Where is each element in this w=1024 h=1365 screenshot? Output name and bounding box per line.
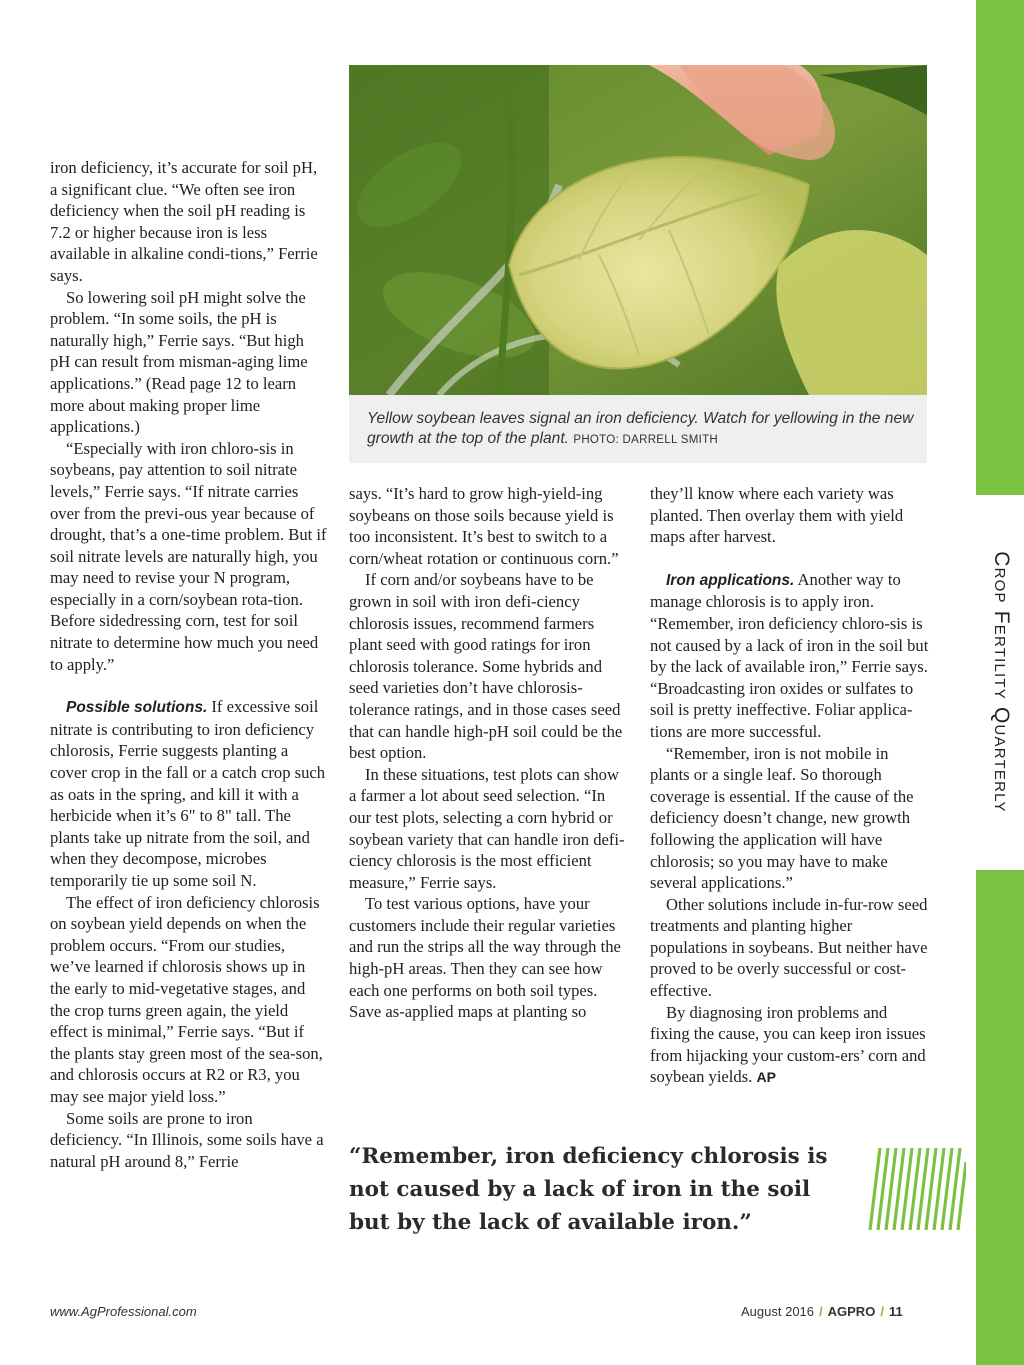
- paragraph: To test various options, have your customers include their regular varieties and run the strips all the way through the high-pH areas. Then they can see how each one performs on both soil types. Save as-applied maps at planting so: [349, 894, 621, 1022]
- end-mark: AP: [756, 1069, 776, 1086]
- paragraph-text: By diagnosing iron problems and fixing the cause, you can keep iron issues from hijacking your custom-ers’ corn and soybean yields.: [650, 1002, 926, 1087]
- caption-text: Yellow soybean leaves signal an iron deficiency. Watch for yellowing in the new growth at the top of the plant.: [367, 410, 914, 447]
- photo-illustration: [349, 65, 927, 395]
- paragraph: The effect of iron deficiency chlorosis on soybean yield depends on when the problem occurs. “From our studies, we’ve learned if chlorosis shows up in the early to mid-vegetative stages, and the crop turns green again, the yield effect is minimal,” Ferrie says. “But if the plants stay green most of the sea-son, and chlorosis occurs at R2 or R3, you may see major yield loss.”: [50, 892, 323, 1106]
- subheading: Iron applications.: [666, 571, 795, 589]
- paragraph: So lowering soil pH might solve the problem. “In some soils, the pH is naturally high,” Ferrie says. “But high pH can result from misman-aging lime applications.” (Read page 12 to learn more about making proper lime applications.): [50, 287, 308, 437]
- paragraph: Other solutions include in-fur-row seed treatments and planting higher populations in soybeans. But neither have proved to be overly successful or cost-effective.: [650, 894, 928, 1001]
- pull-quote: “Remember, iron deficiency chlorosis is not caused by a lack of iron in the soil but by the lack of available iron.”: [349, 1144, 828, 1235]
- paragraph: they’ll know where each variety was planted. Then overlay them with yield maps after harvest.: [650, 484, 904, 547]
- footer-date: August 2016: [741, 1304, 815, 1319]
- paragraph: iron deficiency, it’s accurate for soil pH, a significant clue. “We often see iron deficiency when the soil pH reading is 7.2 or higher because iron is less available in alkaline condi-tions,” Ferrie says.: [50, 158, 318, 285]
- footer-folio: [741, 1304, 903, 1319]
- subheading: Possible solutions.: [66, 699, 208, 717]
- photo-caption: [367, 409, 917, 450]
- section-label: Crop Fertility Quarterly: [990, 551, 1013, 813]
- paragraph-possible-solutions: [50, 696, 328, 891]
- article-column-1: [50, 157, 328, 1172]
- sidebar-accent-top: [976, 0, 1024, 495]
- paragraph: says. “It’s hard to grow high-yield-ing soybeans on those soils because yield is too inconsistent. It’s best to switch to a corn/wheat rotation or continuous corn.”: [349, 484, 619, 568]
- photo-caption-box: [349, 395, 927, 463]
- footer-website: www.AgProfessional.com: [50, 1304, 197, 1319]
- paragraph: “Remember, iron is not mobile in plants or a single leaf. So thorough coverage is essential. If the cause of the deficiency doesn’t change, new growth following the application will have chlorosis; so you may have to make several applications.”: [650, 743, 914, 893]
- separator: /: [819, 1304, 823, 1319]
- soybean-leaf-photo: [349, 65, 927, 395]
- footer-brand: AGPRO: [827, 1304, 876, 1319]
- photo-credit: PHOTO: DARRELL SMITH: [573, 434, 719, 446]
- sidebar-accent-bottom: [976, 870, 1024, 1365]
- paragraph-text: If excessive soil nitrate is contributing to iron deficiency chlorosis, Ferrie suggests planting a cover crop in the fall or a catch crop such as oats in the spring, and kill it with a herbicide when it’s 6" to 8" tall. The plants take up nitrate from the soil, and when they decompose, microbes temporarily tie up some soil N.: [50, 697, 326, 890]
- paragraph: [650, 1002, 930, 1089]
- paragraph-iron-applications: [650, 569, 930, 743]
- paragraph: “Especially with iron chloro-sis in soybeans, pay attention to soil nitrate levels,” Ferrie says. “If nitrate carries over from the previ-ous year because of drought, that’s a one-time problem. But if soil nitrate levels are naturally high, you may need to revise your N program, especially in a corn/soybean rota-tion. Before sidedressing corn, test for soil nitrate to determine how much you need to apply.”: [50, 438, 327, 674]
- paragraph: In these situations, test plots can show a farmer a lot about seed selection. “In our test plots, selecting a corn hybrid or soybean variety that can handle iron defi-ciency chlorosis is the most efficient measure,” Ferrie says.: [349, 764, 625, 892]
- separator: /: [880, 1304, 884, 1319]
- paragraph: If corn and/or soybeans have to be grown in soil with iron defi-ciency chlorosis issues, recommend farmers plant seed with good ratings for iron chlorosis tolerance. Some hybrids and seed varieties don’t have chlorosis-tolerance ratings, and in those cases seed that can handle high-pH soil could be the best option.: [349, 570, 623, 763]
- article-column-2: [349, 483, 629, 1023]
- paragraph: Some soils are prone to iron deficiency. “In Illinois, some soils have a natural pH around 8,” Ferrie: [50, 1108, 324, 1171]
- paragraph-text: Another way to manage chlorosis is to apply iron. “Remember, iron deficiency chloro-sis is not caused by a lack of iron in the soil but by the lack of available iron,” Ferrie says. “Broadcasting iron oxides or sulfates to soil is pretty ineffective. Foliar applica-tions are more successful.: [650, 569, 929, 741]
- stripes-decoration: [858, 1148, 966, 1230]
- article-column-3: [650, 483, 930, 1089]
- page-number: 11: [888, 1304, 903, 1319]
